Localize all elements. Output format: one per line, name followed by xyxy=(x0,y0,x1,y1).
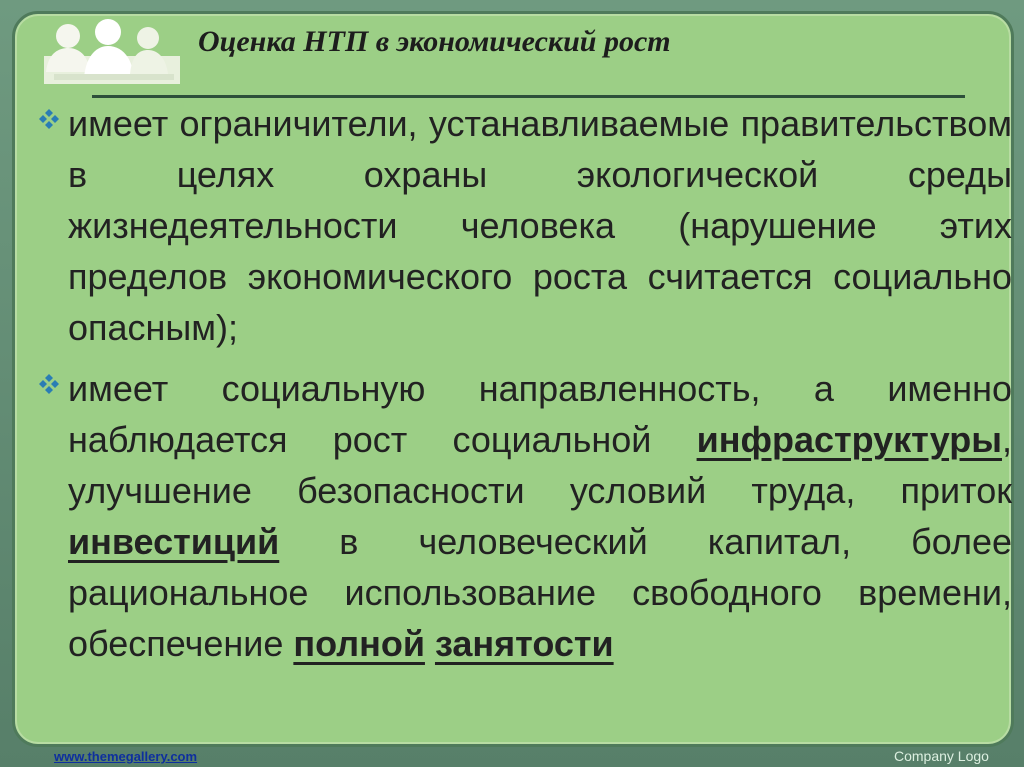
emphasis-full: полной xyxy=(293,623,425,664)
diamond-bullet-icon xyxy=(32,367,66,401)
bullet-text-2-part-3: в человеческий капитал, более рациональное использование свободного времени, обеспечение xyxy=(68,521,1012,664)
people-silhouette-logo xyxy=(36,16,186,94)
theme-gallery-link[interactable]: www.themegallery.com xyxy=(54,749,198,764)
bullet-item-2 xyxy=(30,363,1012,669)
bullet-item-1 xyxy=(30,98,1012,353)
emphasis-employment: занятости xyxy=(434,623,614,664)
bullet-text-2-part-2: , улучшение безопасности условий труда, приток xyxy=(68,419,1012,511)
emphasis-investments: инвестиций xyxy=(68,521,280,562)
company-logo-text: Company Logo xyxy=(894,748,989,764)
diamond-bullet-icon xyxy=(32,102,66,136)
slide-title: Оценка НТП в экономический рост xyxy=(198,25,671,58)
slide-body xyxy=(30,98,1012,746)
bullet-text-2-part-1: имеет социальную направленность, а именно наблюдается рост социальной xyxy=(68,368,1012,460)
emphasis-infrastructure: инфраструктуры xyxy=(696,419,1002,460)
bullet-text-2-space xyxy=(425,623,435,664)
bullet-text-1: имеет ограничители, устанавливаемые правительством в целях охраны экологической среды жизнедеятельности человека (нарушение этих пределов экономического роста считается социально опасным); xyxy=(68,103,1012,348)
